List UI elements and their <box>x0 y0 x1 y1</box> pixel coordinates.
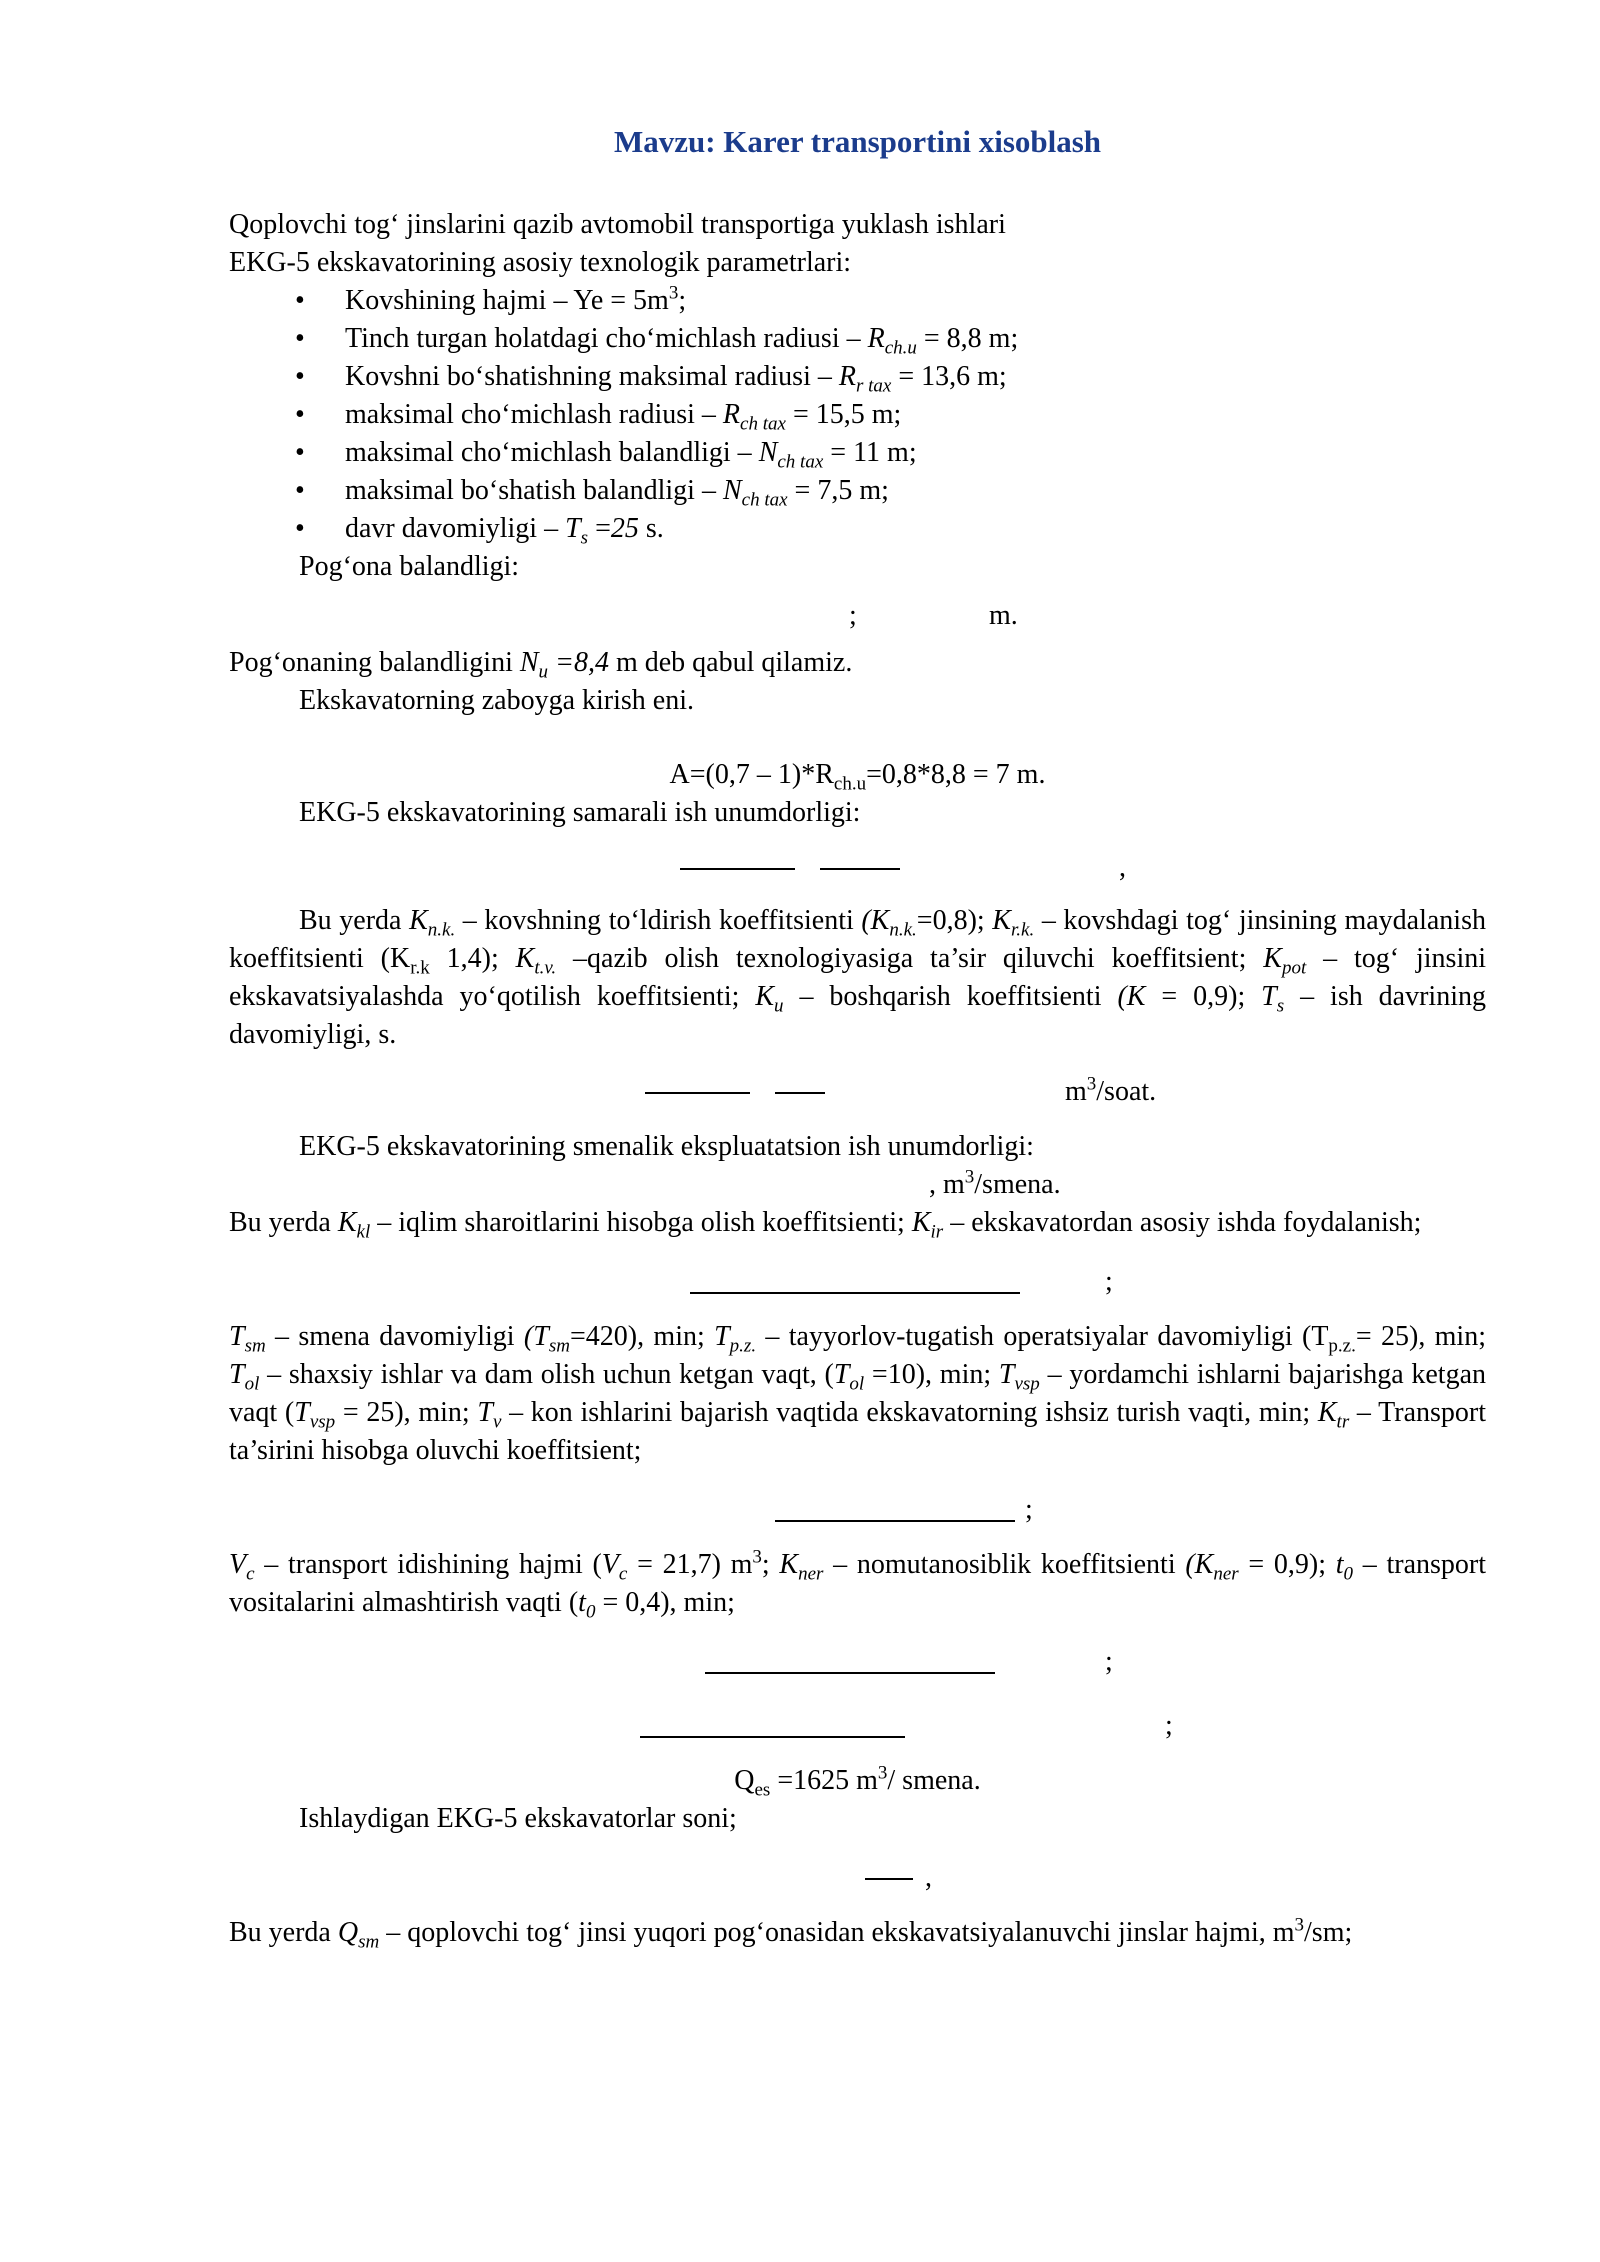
list-item-text: maksimal cho‘michlash radiusi – $R_{ch tax} = 15,5$ m; <box>345 399 902 435</box>
formula-h-row <box>229 1702 1486 1750</box>
smena-unit-line: , $m^3$/smena. <box>929 1166 1061 1200</box>
list-item-text: davr davomiyligi – $T_s =25$ s. <box>345 513 664 549</box>
formula-entry-width: $A=(0,7 - 1)*R_{ch.u}=0,8*8,8 = 7$ m. <box>669 759 1046 795</box>
formula-semicolon: ; <box>1025 1494 1033 1525</box>
samarali-heading: EKG-5 ekskavatorining samarali ish unumdorligi: <box>299 797 861 828</box>
formula-comma: , <box>925 1862 932 1893</box>
list-item <box>295 282 1486 320</box>
fraction-bar <box>680 868 795 870</box>
formula-semicolon: ; <box>1105 1266 1113 1297</box>
qes-result-line: $Q_{es} =1625$ $m^3/$ smena. <box>734 1762 981 1801</box>
parameters-list <box>229 282 1486 548</box>
list-item-text: Tinch turgan holatdagi cho‘michlash radiusi – $R_{ch.u} = 8,8$ m; <box>345 323 1019 359</box>
list-item-text: Kovshni bo‘shatishning maksimal radiusi – $R_{r tax} = 13,6$ m; <box>345 361 1007 397</box>
formula-unit-m: m. <box>989 600 1018 631</box>
climate-paragraph: Bu yerda $K_{kl}$ – iqlim sharoitlarini hisobga olish koeffitsienti; $K_{ir}$ – ekskavatordan asosiy ishda foydalanish; <box>229 1207 1422 1243</box>
list-item <box>295 472 1486 510</box>
hourly-unit: $m^3$/soat. <box>1065 1073 1157 1107</box>
smenalik-heading: EKG-5 ekskavatorining smenalik ekspluatatsion ish unumdorligi: <box>299 1131 1034 1162</box>
list-item <box>295 434 1486 472</box>
fraction-bar <box>645 1092 750 1094</box>
formula-g-row <box>229 1638 1486 1686</box>
formula-semicolon: ; <box>1105 1646 1113 1677</box>
formula-samarali-row <box>229 844 1486 892</box>
fraction-bar <box>775 1092 825 1094</box>
fraction-bar <box>820 868 900 870</box>
transport-volume-paragraph: $V_c$ – transport idishining hajmi $(V_c = 21,7)$ $m^3$; $K_{ner}$ – nomutanosiblik koeffitsienti $(K_{ner} = 0,9)$; $t_0$ – transport vositalarini almashtirish vaqti $(t_0 = 0,4)$, min; <box>229 1546 1486 1623</box>
formula-transport-row <box>229 1486 1486 1534</box>
formula-rule <box>775 1520 1015 1522</box>
formula-pogona-row <box>229 592 1486 640</box>
coefficients-paragraph: Bu yerda $K_{n.k.}$ – kovshning to‘ldirish koeffitsienti $(K_{n.k.}=0,8)$; $K_{r.k.}$ – kovshdagi tog‘ jinsining maydalanish koeffitsienti ($K_{r.k}$ 1,4); $K_{t.v.}$ –qazib olish texnologiyasiga ta’sir qiluvchi koeffitsient; $K_{pot}$ – tog‘ jinsini ekskavatsiyalashda yo‘qotilish koeffitsienti; $K_u$ – boshqarish koeffitsienti (K = 0,9); $T_s$ – ish davrining davomiyligi, s. <box>229 905 1487 1050</box>
formula-semicolon: ; <box>849 600 857 631</box>
formula-rule <box>640 1736 905 1738</box>
formula-rule <box>690 1292 1020 1294</box>
pogona-heading: Pog‘ona balandligi: <box>299 551 520 582</box>
formula-semicolon: ; <box>1165 1710 1173 1741</box>
list-item <box>295 320 1486 358</box>
shift-time-paragraph: $T_{sm}$ – smena davomiyligi $(T_{sm}=420)$, min; $T_{p.z.}$ – tayyorlov-tugatish operatsiyalar davomiyligi $(T_{p.z.}= 25)$, min; $T_{ol}$ – shaxsiy ishlar va dam olish uchun ketgan vaqt, $(T_{ol} =10)$, min; $T_{vsp}$ – yordamchi ishlarni bajarishga ketgan vaqt $(T_{vsp} = 25)$, min; $T_v$ – kon ishlarini bajarish vaqtida ekskavatorning ishsiz turish vaqti, min; $K_{tr}$ – Transport ta’sirini hisobga oluvchi koeffitsient; <box>229 1321 1487 1466</box>
intro-line-1: Qoplovchi tog‘ jinslarini qazib avtomobil transportiga yuklash ishlari <box>229 209 1006 240</box>
formula-count-row <box>229 1854 1486 1902</box>
excavator-count-heading: Ishlaydigan EKG-5 ekskavatorlar soni; <box>299 1803 737 1834</box>
formula-rule <box>705 1672 995 1674</box>
list-item <box>295 396 1486 434</box>
page-title: Mavzu: Karer transportini xisoblash <box>613 124 1102 159</box>
intro-line-2: EKG-5 ekskavatorining asosiy texnologik parametrlari: <box>229 247 852 278</box>
qsm-paragraph: Bu yerda $Q_{sm}$ – qoplovchi tog‘ jinsi yuqori pog‘onasidan ekskavatsiyalanuvchi jinslar hajmi, $m^3/sm$; <box>229 1914 1353 1953</box>
list-item <box>295 510 1486 548</box>
pogona-note: Pog‘onaning balandligini $N_u =8,4$ m deb qabul qilamiz. <box>229 647 853 683</box>
list-item-text: Kovshining hajmi – $Ye = 5m^3$; <box>345 282 687 316</box>
fraction-bar <box>865 1878 913 1880</box>
formula-utilization-row <box>229 1258 1486 1306</box>
zaboy-heading: Ekskavatorning zaboyga kirish eni. <box>299 685 695 716</box>
formula-comma: , <box>1119 852 1126 883</box>
list-item <box>295 358 1486 396</box>
list-item-text: maksimal cho‘michlash balandligi – $N_{ch tax} = 11$ m; <box>345 437 917 473</box>
formula-hourly-row <box>229 1068 1486 1116</box>
list-item-text: maksimal bo‘shatish balandligi – $N_{ch tax} = 7,5$ m; <box>345 475 889 511</box>
